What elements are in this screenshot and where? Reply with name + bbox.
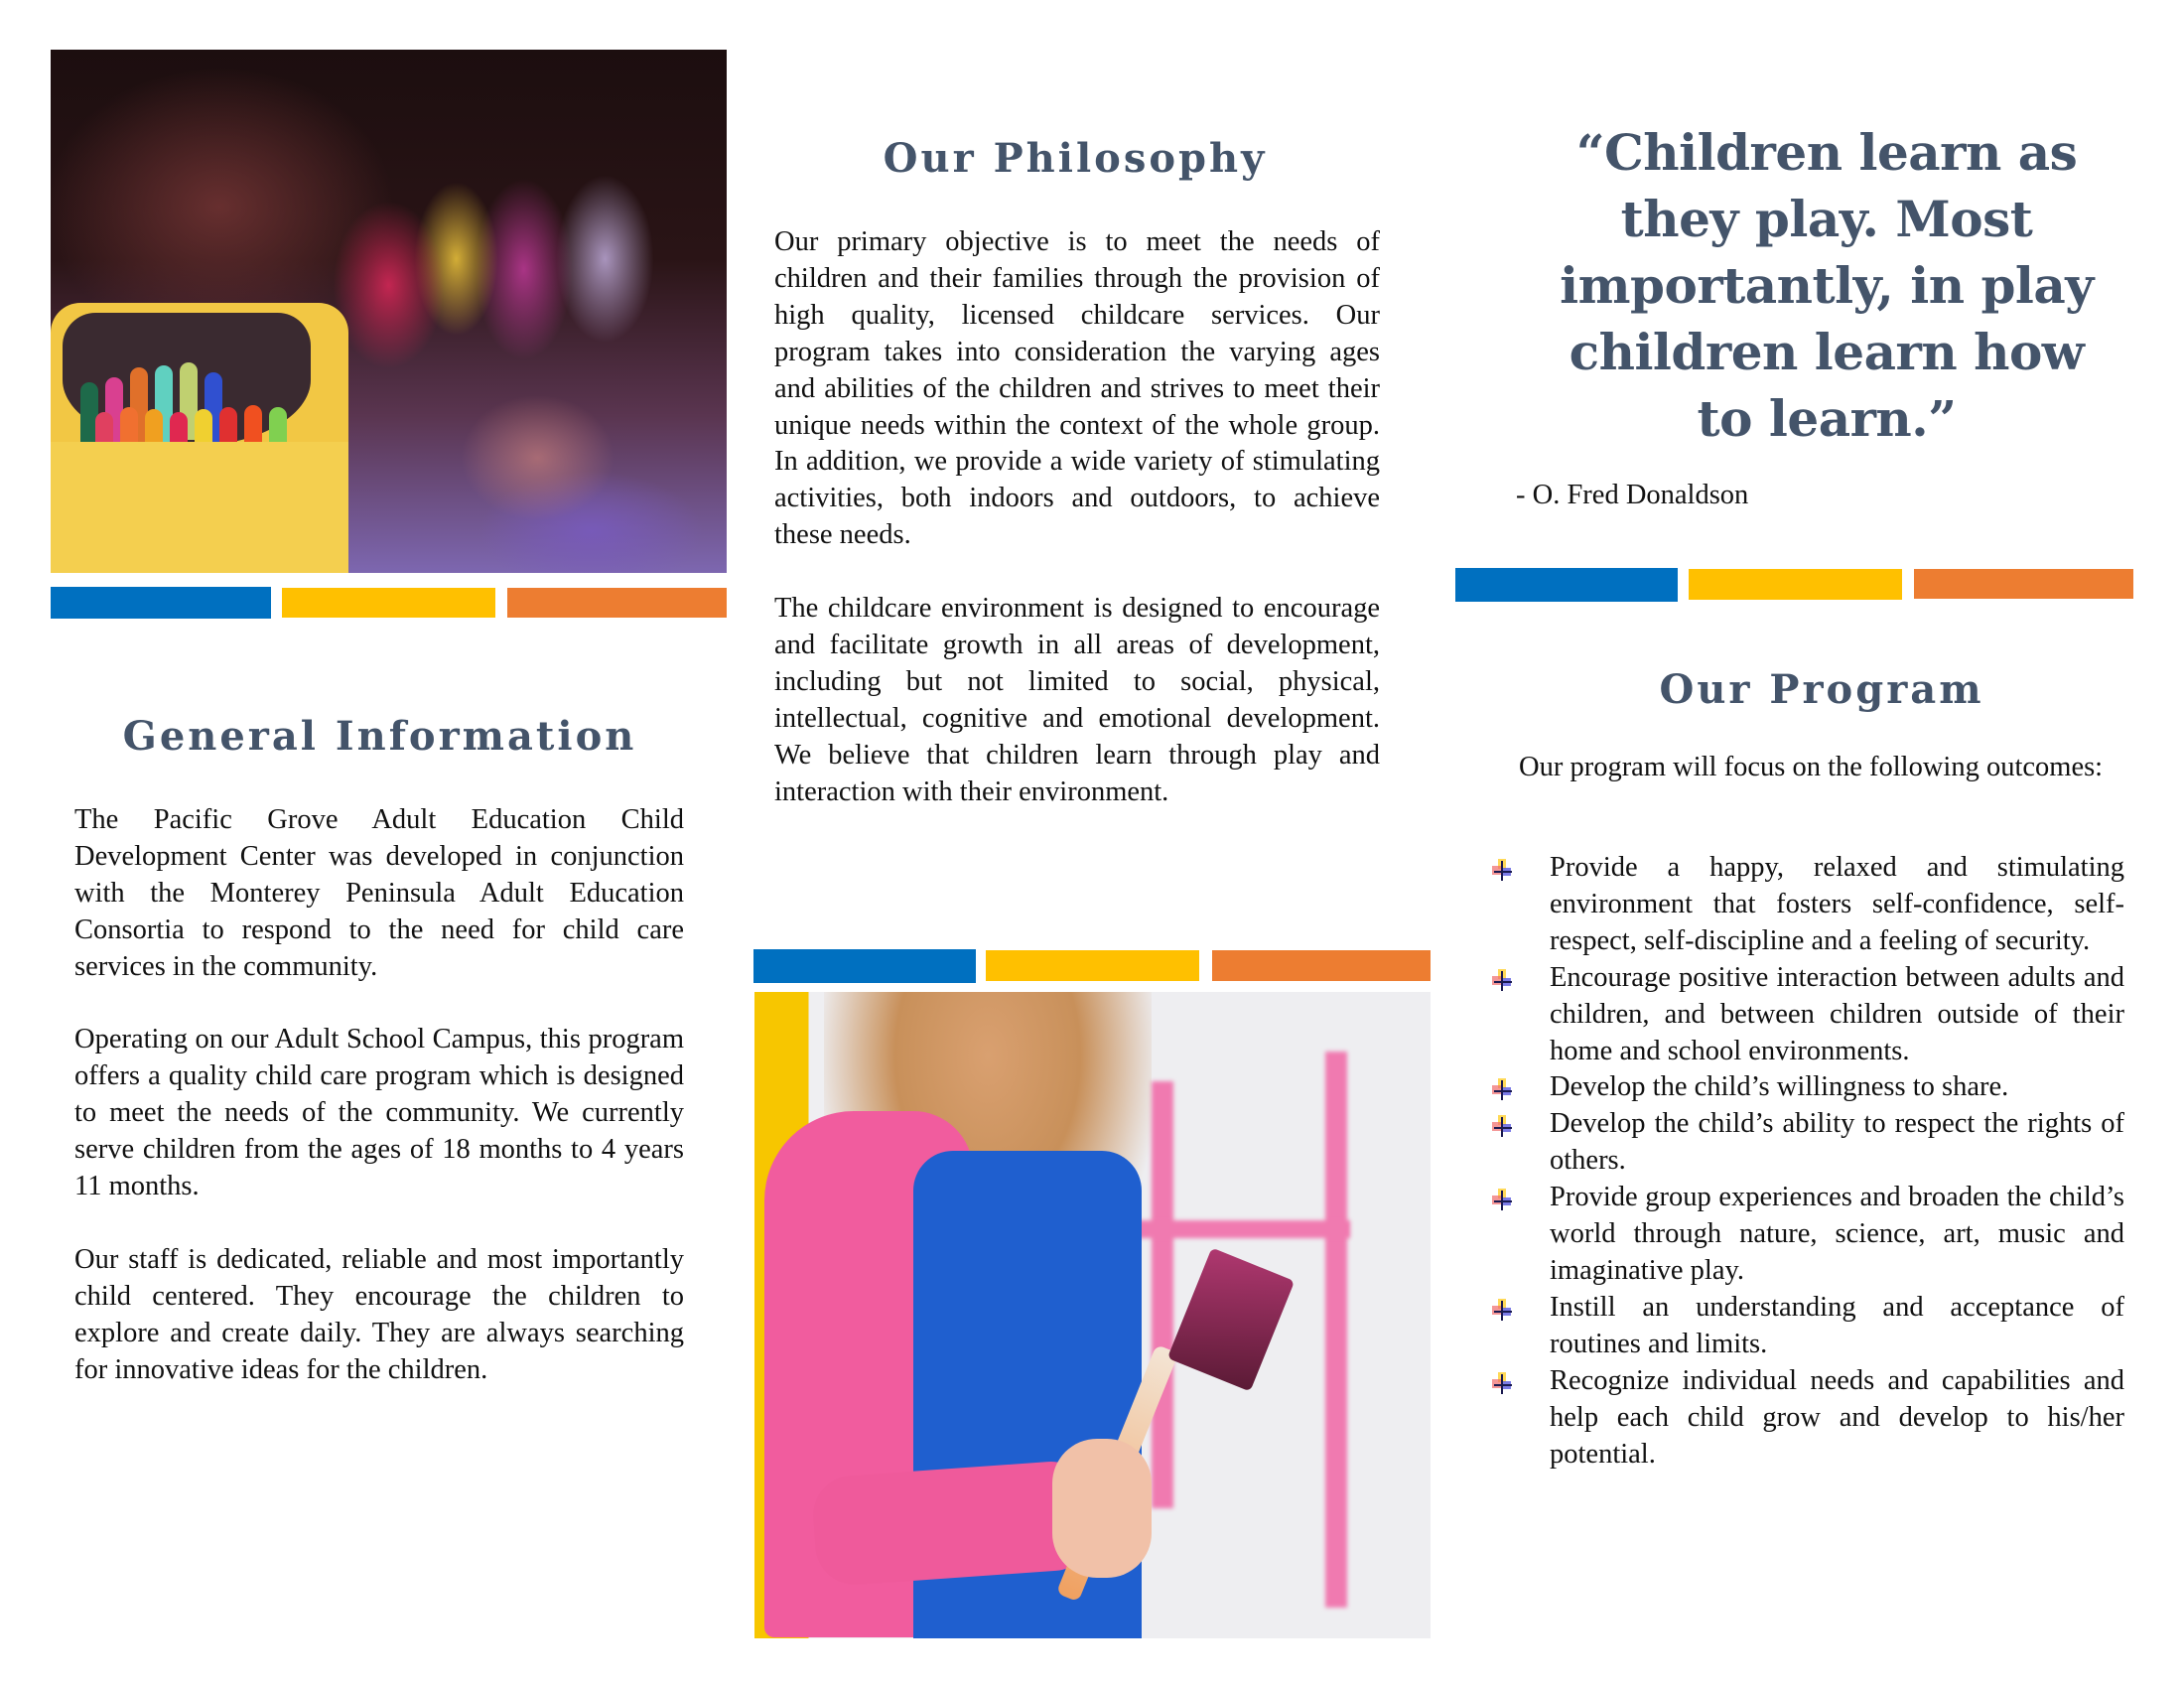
program-intro-text: Our program will focus on the following outcomes: xyxy=(1519,752,2104,782)
accent-bar-orange xyxy=(1914,569,2133,599)
accent-bar-blue xyxy=(753,949,976,983)
pull-quote xyxy=(1484,119,2169,452)
accent-bar-yellow xyxy=(1689,569,1902,600)
philosophy-paragraph: The childcare environment is designed to encourage and facilitate growth in all areas of development, including but not limited to social, physical, intellectual, cognitive and emotional development. We believe that children learn through play and interaction with their environment. xyxy=(774,593,1380,807)
accent-bar-orange xyxy=(1212,950,1431,981)
outcome-text: Recognize individual needs and capabilities and help each child grow and develop to his/her potential. xyxy=(1550,1364,2124,1470)
colored-cross-bullet-icon xyxy=(1492,859,1514,881)
outcome-text: Develop the child’s willingness to share. xyxy=(1550,1071,2009,1103)
accent-bar-yellow xyxy=(282,588,495,618)
our-program-heading: Our Program xyxy=(1659,666,1984,713)
quote-line: “Children learn as xyxy=(1575,123,2078,182)
colored-cross-bullet-icon xyxy=(1492,969,1514,991)
outcome-item xyxy=(1492,1290,2124,1363)
general-info-paragraph: The Pacific Grove Adult Education Child Development Center was developed in conjunction with the Monterey Peninsula Adult Education Consortia to respond to the need for child care services in the community. xyxy=(74,804,684,982)
colored-cross-bullet-icon xyxy=(1492,1372,1514,1394)
quote-line: to learn.” xyxy=(1697,389,1957,448)
philosophy-body xyxy=(774,224,1380,810)
accent-bar-yellow xyxy=(986,950,1199,981)
quote-line: children learn how xyxy=(1569,323,2085,381)
colored-cross-bullet-icon xyxy=(1492,1115,1514,1137)
accent-bar-blue xyxy=(1455,568,1678,602)
outcome-item xyxy=(1492,1106,2124,1180)
quote-attribution: - O. Fred Donaldson xyxy=(1516,480,1749,510)
colored-cross-bullet-icon xyxy=(1492,1189,1514,1210)
general-information-body xyxy=(74,802,684,1388)
colored-cross-bullet-icon xyxy=(1492,1078,1514,1100)
outcome-item xyxy=(1492,850,2124,960)
accent-bar-blue xyxy=(51,587,271,619)
accent-bar-orange xyxy=(507,588,727,618)
crayons-photo xyxy=(51,50,727,573)
colored-cross-bullet-icon xyxy=(1492,1299,1514,1321)
general-information-heading: General Information xyxy=(122,713,637,760)
general-info-paragraph: Our staff is dedicated, reliable and most importantly child centered. They encourage the children to explore and create daily. They are always searching for innovative ideas for the children. xyxy=(74,1243,684,1385)
outcome-item xyxy=(1492,1069,2124,1106)
outcome-item xyxy=(1492,1180,2124,1290)
outcome-text: Provide group experiences and broaden the child’s world through nature, science, art, music and imaginative play. xyxy=(1550,1182,2124,1286)
general-info-paragraph: Operating on our Adult School Campus, this program offers a quality child care program which is designed to meet the needs of the community. We currently serve children from the ages of 18 months to 4 years 11 months. xyxy=(74,1024,684,1202)
outcome-text: Provide a happy, relaxed and stimulating environment that fosters self-confidence, self-respect, self-discipline and a feeling of security. xyxy=(1550,852,2124,956)
outcome-item xyxy=(1492,960,2124,1070)
outcome-text: Develop the child’s ability to respect the rights of others. xyxy=(1550,1108,2124,1177)
outcome-text: Instill an understanding and acceptance of routines and limits. xyxy=(1550,1291,2124,1359)
quote-line: they play. Most xyxy=(1620,190,2033,248)
outcome-item xyxy=(1492,1363,2124,1474)
program-intro xyxy=(1519,750,2134,786)
program-outcomes-list xyxy=(1492,850,2124,1473)
quote-line: importantly, in play xyxy=(1560,256,2094,315)
philosophy-paragraph: Our primary objective is to meet the needs of children and their families through the provision of high quality, licensed childcare services. Our program takes into consideration the varying ages and abilities of the children and strives to meet their unique needs within the context of the whole group. In addition, we provide a wide variety of stimulating activities, both indoors and outdoors, to achieve these needs. xyxy=(774,226,1380,551)
our-philosophy-heading: Our Philosophy xyxy=(883,135,1268,182)
outcome-text: Encourage positive interaction between adults and children, and between children outside of their home and school environments. xyxy=(1550,961,2124,1066)
child-painting-photo xyxy=(754,992,1431,1638)
